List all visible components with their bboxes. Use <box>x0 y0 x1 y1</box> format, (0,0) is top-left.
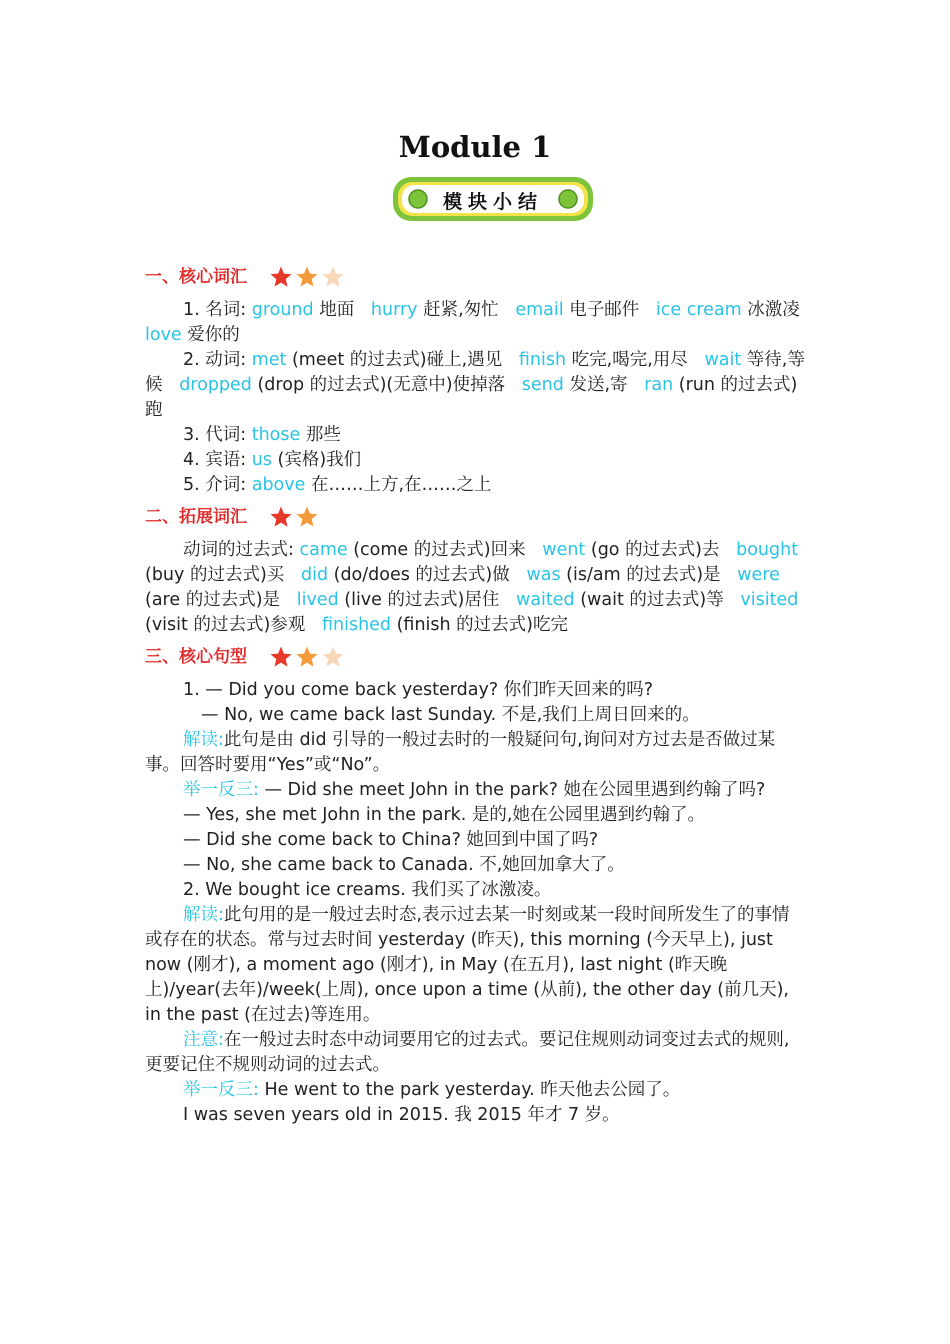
vocab-definition: (buy 的过去式)买 <box>145 540 804 585</box>
sentence-text: — No, we came back last Sunday. 不是,我们上周日回来的。 <box>201 705 700 725</box>
vocab-definition: (come 的过去式)回来 <box>347 540 543 560</box>
vocab-word: us <box>251 450 272 470</box>
sentence-text: He went to the park yesterday. 昨天他去公园了。 <box>264 1080 681 1100</box>
sentence-line <box>145 728 805 778</box>
vocab-line <box>145 348 805 423</box>
sentence-text: — Did she come back to China? 她回到中国了吗? <box>183 830 599 850</box>
section-heading <box>145 264 805 290</box>
vocab-word: went <box>542 540 586 560</box>
sentence-text: — No, she came back to Canada. 不,她回加拿大了。 <box>183 855 625 875</box>
vocab-line <box>145 423 805 448</box>
vocab-word: came <box>299 540 348 560</box>
sentence-text: I was seven years old in 2015. 我 2015 年才 7 岁。 <box>183 1105 620 1125</box>
sentence-line <box>145 803 805 828</box>
sentence-line <box>145 703 805 728</box>
vocab-word: ran <box>644 375 674 395</box>
vocab-label: 1. 名词: <box>183 300 252 320</box>
vocab-label: 4. 宾语: <box>183 450 252 470</box>
vocab-definition: 电子邮件 <box>563 300 656 320</box>
vocab-definition: 地面 <box>313 300 371 320</box>
sentence-text: — Yes, she met John in the park. 是的,她在公园里遇到约翰了。 <box>183 805 705 825</box>
vocab-word: finish <box>518 350 567 370</box>
star-icon <box>321 645 345 669</box>
note-label: 解读: <box>183 905 224 925</box>
summary-badge <box>390 174 596 224</box>
vocab-definition: (visit 的过去式)参观 <box>145 590 804 635</box>
section-heading-text: 二、拓展词汇 <box>145 507 247 527</box>
sentence-line <box>145 678 805 703</box>
vocab-definition: (are 的过去式)是 <box>145 565 786 610</box>
sentence-line <box>145 878 805 903</box>
sentence-line <box>145 1028 805 1078</box>
vocab-definition: (is/am 的过去式)是 <box>560 565 738 585</box>
vocab-definition: 冰激凌 <box>741 300 800 320</box>
vocab-definition: 那些 <box>300 425 341 445</box>
sentence-line <box>145 778 805 803</box>
vocab-word: did <box>300 565 329 585</box>
vocab-label: 3. 代词: <box>183 425 252 445</box>
vocab-word: email <box>515 300 564 320</box>
vocab-definition: (go 的过去式)去 <box>585 540 737 560</box>
vocab-label: 5. 介词: <box>183 475 252 495</box>
vocab-word: lived <box>296 590 339 610</box>
note-label: 解读: <box>183 730 224 750</box>
vocab-word: waited <box>516 590 575 610</box>
vocab-word: love <box>145 325 182 345</box>
vocab-word: met <box>251 350 287 370</box>
section-heading <box>145 504 805 530</box>
vocab-definition: (run 的过去式)跑 <box>145 375 798 420</box>
module-title: Module 1 <box>398 130 552 164</box>
star-icon <box>269 265 293 289</box>
sentence-line <box>145 903 805 1028</box>
vocab-definition: 吃完,喝完,用尽 <box>566 350 705 370</box>
star-icon <box>295 265 319 289</box>
vocab-definition: (宾格)我们 <box>271 450 362 470</box>
vocab-word: visited <box>740 590 799 610</box>
vocab-word: send <box>521 375 564 395</box>
sentence-text: 2. We bought ice creams. 我们买了冰激凌。 <box>183 880 552 900</box>
sentence-text: 此句是由 did 引导的一般过去时的一般疑问句,询问对方过去是否做过某事。回答时要用“Yes”或“No”。 <box>145 730 776 775</box>
sentence-text: 1. — Did you come back yesterday? 你们昨天回来的吗? <box>183 680 653 700</box>
star-icon <box>295 645 319 669</box>
sentence-line <box>145 853 805 878</box>
sentence-line <box>145 828 805 853</box>
note-label: 注意: <box>183 1030 224 1050</box>
vocab-word: wait <box>704 350 742 370</box>
difficulty-stars <box>269 505 321 529</box>
vocab-line <box>145 538 805 638</box>
vocab-line <box>145 298 805 323</box>
star-icon <box>269 645 293 669</box>
section-heading-text: 三、核心句型 <box>145 647 247 667</box>
vocab-definition: 在……上方,在……之上 <box>305 475 492 495</box>
vocab-definition: (drop 的过去式)(无意中)使掉落 <box>251 375 522 395</box>
sentence-line <box>145 1078 805 1103</box>
vocab-definition: 赶紧,匆忙 <box>417 300 516 320</box>
star-icon <box>321 265 345 289</box>
section-heading-text: 一、核心词汇 <box>145 267 247 287</box>
difficulty-stars <box>269 265 347 289</box>
vocab-definition: 爱你的 <box>181 325 240 345</box>
vocab-word: hurry <box>370 300 418 320</box>
vocab-definition: 发送,寄 <box>563 375 645 395</box>
vocab-word: ground <box>251 300 314 320</box>
sentence-text: — Did she meet John in the park? 她在公园里遇到约翰了吗? <box>264 780 766 800</box>
vocab-label: 2. 动词: <box>183 350 252 370</box>
difficulty-stars <box>269 645 347 669</box>
badge-label: 模块小结 <box>442 191 543 213</box>
vocab-definition: (do/does 的过去式)做 <box>328 565 527 585</box>
vocab-word: dropped <box>179 375 252 395</box>
note-label: 举一反三: <box>183 1080 265 1100</box>
vocab-definition: 等待,等候 <box>145 350 805 395</box>
note-label: 举一反三: <box>183 780 265 800</box>
vocab-word: was <box>526 565 561 585</box>
vocab-definition: (wait 的过去式)等 <box>574 590 741 610</box>
vocab-word: above <box>251 475 306 495</box>
vocab-word: finished <box>321 615 392 635</box>
vocab-word: bought <box>736 540 799 560</box>
summary-content <box>145 258 805 1128</box>
star-icon <box>269 505 293 529</box>
vocab-line <box>145 448 805 473</box>
vocab-word: those <box>251 425 301 445</box>
vocab-label: 动词的过去式: <box>183 540 300 560</box>
sentence-text: 此句用的是一般过去时态,表示过去某一时刻或某一段时间所发生了的事情或存在的状态。常与过去时间 yesterday (昨天), this morning (今天早上), just now (刚才), a moment ago (刚才), in May (在五月), last night (昨天晚上)/year(去年)/week(上周), once upon a time (从前), the other day (前几天), in the past (在过去)等连用。 <box>145 905 790 1025</box>
vocab-word: were <box>737 565 780 585</box>
vocab-line <box>145 473 805 498</box>
section-heading <box>145 644 805 670</box>
vocab-definition: (finish 的过去式)吃完 <box>391 615 568 635</box>
vocab-definition: (meet 的过去式)碰上,遇见 <box>286 350 519 370</box>
vocab-word: ice cream <box>655 300 742 320</box>
sentence-line <box>145 1103 805 1128</box>
star-icon <box>295 505 319 529</box>
vocab-line <box>145 323 805 348</box>
vocab-definition: (live 的过去式)居住 <box>338 590 517 610</box>
sentence-text: 在一般过去时态中动词要用它的过去式。要记住规则动词变过去式的规则,更要记住不规则动词的过去式。 <box>145 1030 790 1075</box>
